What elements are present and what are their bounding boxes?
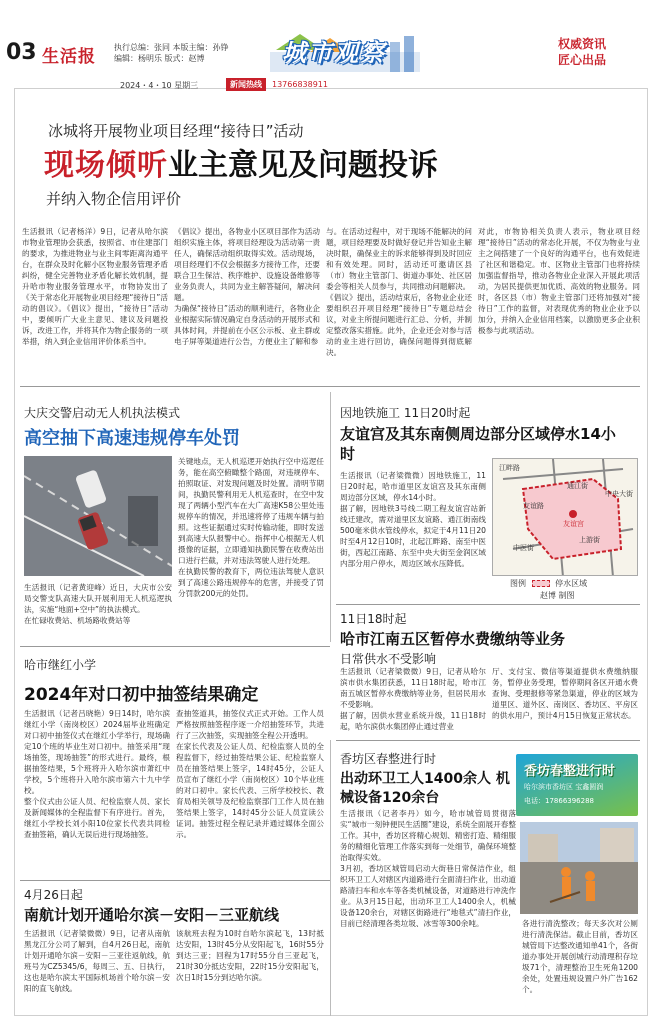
sanitation-col-2: 各进行清洗整改；每天多次对公厕进行清洗保洁。截止目前，香坊区城管局下达整改通知单41个，各街道办事处开展创城行动清理积存垃圾71个，清理整治卫生死角1200余处，处置违规设置户外广告162个。 <box>522 919 638 994</box>
map-label-shangyou: 上游街 <box>579 536 600 544</box>
lead-headline-black: 业主意见及问题投诉 <box>168 148 438 183</box>
map-legend-label-1: 图例 <box>510 579 526 588</box>
divider-water <box>336 740 640 741</box>
lead-headline-red: 现场倾听 <box>44 148 168 183</box>
slogan-line-2: 匠心出品 <box>558 53 607 67</box>
hotline-number: 13766838911 <box>272 80 328 89</box>
ad-title: 香坊春整进行时 <box>524 764 616 779</box>
page-number: 03 <box>6 40 37 65</box>
sanitation-body: 生活报讯（记者李丹）如今，哈市城管局贯彻落实“城市一刻钟便民生活圈”建设，系统全面展开春整工作。其中，香坊区将精心规划、精密打造、精细服务的精细化管理工作落实到每一处细节，确保环境整治取得实效。 3月初，香坊区城管局启动大街巷日常保洁作业，组织环卫工人对辖区内道路进行全面清扫作业，出动道路清扫车和水车等各类机械设备，对道路进行冲洗作业。从3月15日起，出动环卫工人1400余人，机械设备120余台，对辖区街路进行“地毯式”清扫作业，目前已经清理各类垃圾、冰雪等300余吨。 <box>340 809 516 928</box>
section-title: 城市观察 <box>282 39 386 67</box>
water-headline-text: 哈市江南五区暂停水费缴纳等业务 <box>340 630 566 648</box>
sanitation-photo <box>520 822 638 914</box>
map-label-youyi-palace: 友谊宫 <box>563 520 584 528</box>
map-legend <box>510 578 587 589</box>
map-label-zhongyi: 中医街 <box>513 544 534 552</box>
issue-date: 2024・4・10 星期三 <box>120 81 199 90</box>
airline-col-1: 生活报讯（记者梁微微）9日，记者从南航黑龙江分公司了解到，自4月26日起，南航计划开通哈尔滨－安阳－三亚往返航线，航班号为CZ5345/6，每周三、五、日执行，这也是哈尔滨太平国际机场首个哈尔滨－安阳的直飞航线。 <box>24 929 170 993</box>
lead-col-3: 与。在活动过程中，对于现场不能解决的问题，项目经理要及时做好登记并告知业主解决时限，确保业主的诉求能够得到及时回应和有效处理。同时，活动还可邀请区县（市）物业主管部门、街道办事处、社区居委会等相关人员参与，共同推动问题解决。 《倡议》提出，活动结束后，各物业企业还要组织召开项目经理“接待日”专题总结会议，对业主所提问题进行汇总、分析，并制定整改落实措施。此外，企业还会对参与活动的业主进行回访，确保问题得到彻底解决。 <box>326 227 472 357</box>
lead-subhead-text: 并纳入物企信用评价 <box>46 190 182 208</box>
sanitation-kicker <box>340 750 436 767</box>
slogan-line-1: 权威资讯 <box>558 37 607 51</box>
editor-credits <box>114 42 229 64</box>
water-col-1: 生活报讯（记者梁微微）9日，记者从哈尔滨市供水集团获悉，11日18时起，哈市江南五城区暂停水费缴纳等业务，但居民用水不受影响。 据了解，因供水营业系统升级，11日18时起，哈尔滨供水集团停止通过营业 <box>340 667 486 731</box>
divider-lead <box>20 386 640 387</box>
map-credit: 赵博 制图 <box>540 591 575 600</box>
paper-logo: 生活报 <box>42 47 96 67</box>
map-legend-swatch <box>532 580 550 587</box>
metro-body: 生活报讯（记者梁微微）因地铁施工，11日20时起，哈市道里区友谊宫及其东南侧周边部分区域，停水14小时。 据了解，因地铁3号线二期工程友谊宫站新线迁建改，需对道里区友谊路、通江街南线500毫米供水管线停水，拟定于4月11日20时至4月12日10时，北起江畔路、南至中医街，西起江南路、东至中央大街至金润区域内部分用户停水，周边区域水压降低。 <box>340 471 486 568</box>
hotline-label: 新闻热线 <box>226 78 266 91</box>
lead-kicker-text: 冰城将开展物业项目经理“接待日”活动 <box>48 122 304 140</box>
water-col-2: 厅、支付宝、微信等渠道提供水费缴纳服务，暂停业务受理，暂停期间各区开通水费查询、受理报修等紧急渠道，停业的区域为道里区、道外区、南岗区、香坊区、平房区的供水用户，预计4月15日恢复正常状态。 <box>492 667 638 720</box>
divider-vertical-mid <box>330 392 331 642</box>
drone-col-2: 关键地点，无人机巡逻开始执行空中巡逻任务，能在高空俯瞰整个路面，对违规停车、拍照取证、对发现问题及时处置。清明节期间，执勤民警利用无人机巡查时，在空中发现了两辆小型汽车在大广高速K58公里处违规停车的情况，并迅速将停了违规车辆与拍照。这些证据通过实时传输动能，即时发送到高速大队报警中心。指挥中心根据无人机摄像的证据，立即通知执勤民警在收费站出口进行拦截，并对违法驾驶人进行处理。 在执勤民警的教育下，两位违法驾驶人意识到了高速公路违规停车的危害，并接受了罚分罚款200元的处罚。 <box>178 457 324 598</box>
metro-map <box>492 458 638 576</box>
drone-col-1: 生活报讯（记者黄迎峰）近日，大庆市公安局交警支队高速大队开展利用无人机巡逻执法，实施“地面+空中”的执法模式。 在忙碌收费站、机场路收费站等 <box>24 583 172 625</box>
metro-kicker <box>340 404 470 421</box>
airline-headline <box>24 904 279 925</box>
school-headline-text: 2024年对口初中抽签结果确定 <box>24 685 259 705</box>
school-kicker <box>24 656 96 673</box>
sanitation-headline-text: 出动环卫工人1400余人 机械设备120余台 <box>340 771 510 806</box>
lead-col-1: 生活报讯（记者杨洋）9日，记者从哈尔滨市物业管理协会获悉，按照省、市住建部门的要求，为推进物业与业主间零距离沟通平台，在群众及时化解小区物业服务管理矛盾纠纷，健全完善物业矛盾化解长效机制，提升哈市物业服务管理水平，市物协发出了《关于常态化开展物业项目经理“接待日”活动的倡议》。《倡议》提出，“接待日”活动中，要倾听广大业主意见、建议及问题投诉，改进工作，并将其作为物企服务的一项举措，纳入到企业信用评价体系当中。 <box>22 227 168 346</box>
school-col-2: 查抽签道具，抽签仪式正式开始。工作人员严格按照抽签程序逐一介绍抽签环节，共进行了三次抽签，实现抽签全程公开透明。 在家长代表及公证人员、纪检监察人员的全程监督下，经过抽签结果公证、纪检监察人员在抽签结果上签字，14时45分，公证人员宣布了继红小学（南岗校区）10个毕业班的对口初中。家长代表、三所学校校长、教育局相关领导及纪检监察部门工作人员在抽签结果上签字，14时45分公证人员宣读公证词。抽签过程全程记录并通过媒体全面公示。 <box>176 709 324 839</box>
masthead <box>0 0 657 90</box>
map-label-youyi-road: 友谊路 <box>523 502 544 510</box>
divider-drone <box>20 646 330 647</box>
school-col-1: 生活报讯（记者吕晓艳）9日14时，哈尔滨继红小学（南岗校区）2024届毕业班确定对口初中抽签仪式在继红小学举行，现场确定10个班的毕业生对口初中。抽签采用“现场抽签，现场抽签”的形式进行。最终，根据抽签结果，5个班将升入哈尔滨市萧红中学校，5个班将升入哈尔滨市第六十九中学校。 整个仪式由公证人员、纪检监察人员、家长及新闻媒体的全程监督下有序进行。首先，继红小学校长刘小阳10位家长代表共同检查抽签箱，确认无误后进行现场抽签。 <box>24 709 170 839</box>
drone-headline <box>24 424 240 450</box>
drone-photo-image <box>24 456 172 576</box>
map-label-tongjiang: 通江街 <box>567 482 588 490</box>
water-subhead-text: 日常供水不受影响 <box>340 652 437 666</box>
lead-col-4: 对此，市物协相关负责人表示，物业项目经理“接待日”活动的常态化开展，不仅为物业与业主之间搭建了一个良好的沟通平台，也有效促进了社区和谐稳定。市、区物业主管部门也将持续加强监督指导，推动各物业企业深入开展此项活动，为居民提供更加优质、高效的物业服务。同时，各区县（市）物业主管部门还将加强对“接待日”工作的监督，对表现优秀的物业企业予以加分，并纳入企业信用档案，以激励更多企业积极参与此项活动。 <box>478 227 640 335</box>
sanitation-photo-image <box>520 822 638 914</box>
editor-line-1: 执行总编：张同 本版主编：孙铮 <box>114 43 229 52</box>
drone-photo <box>24 456 172 576</box>
airline-kicker <box>24 886 83 903</box>
water-kicker <box>340 610 407 627</box>
drone-kicker <box>24 404 180 421</box>
metro-headline-text: 友谊宫及其东南侧周边部分区域停水14小时 <box>340 425 616 463</box>
map-label-river-road: 江畔路 <box>499 464 520 472</box>
school-kicker-text: 哈市继红小学 <box>24 658 97 672</box>
water-kicker-text: 11日18时起 <box>340 612 407 626</box>
map-label-central-ave: 中央大街 <box>605 490 633 498</box>
airline-col-2: 该航班去程为10时自哈尔滨起飞，13时抵达安阳，13时45分从安阳起飞，16时55分到达三亚；回程为17时55分自三亚起飞，21时30分抵达安阳，22时15分安阳起飞，次日1时15分到达哈尔滨。 <box>176 929 324 982</box>
drone-headline-text: 高空抽下高速违规停车处罚 <box>24 428 240 449</box>
lead-headline <box>44 140 438 184</box>
lead-col-2: 《倡议》提出，各物业小区项目部作为活动组织实施主体，将项目经理设为活动第一责任人，确保活动组织取得实效。活动现场，项目经理们不仅会根据多方接待工作，还要联合卫生保洁、秩序维护、设施设备维修等业务负责人，共同为业主解答疑问，解决问题。 为确保“接待日”活动的顺利进行，各物业企业根据实际情况确定自身活动的开展形式和具体时间，并提前在小区公示板、业主群或电子屏等渠道进行公告，方便业主了解和参 <box>174 227 320 346</box>
divider-vertical-bottom <box>330 740 331 1016</box>
airline-kicker-text: 4月26日起 <box>24 888 83 902</box>
drone-kicker-text: 大庆交警启动无人机执法模式 <box>24 406 181 420</box>
airline-headline-text: 南航计划开通哈尔滨－安阳－三亚航线 <box>24 906 280 924</box>
divider-school <box>20 880 330 881</box>
slogan <box>558 36 606 68</box>
water-headline <box>340 628 565 649</box>
water-subhead <box>340 650 436 667</box>
sanitation-ad <box>516 754 638 816</box>
editor-line-2: 编辑：杨明乐 版式：赵博 <box>114 54 205 63</box>
divider-metro <box>336 604 640 605</box>
ad-phone: 电话：17866396288 <box>524 797 594 805</box>
ad-subtitle: 哈尔滨市香坊区 宝鑫圆润 <box>524 783 604 791</box>
sanitation-headline <box>340 770 510 808</box>
metro-map-graphic <box>493 459 638 576</box>
metro-kicker-text: 因地铁施工 11日20时起 <box>340 406 471 420</box>
map-legend-label-2: 停水区域 <box>555 579 588 588</box>
sanitation-kicker-text: 香坊区春整进行时 <box>340 752 437 766</box>
school-headline <box>24 680 258 705</box>
lead-kicker <box>48 120 304 141</box>
lead-subhead <box>46 188 181 209</box>
